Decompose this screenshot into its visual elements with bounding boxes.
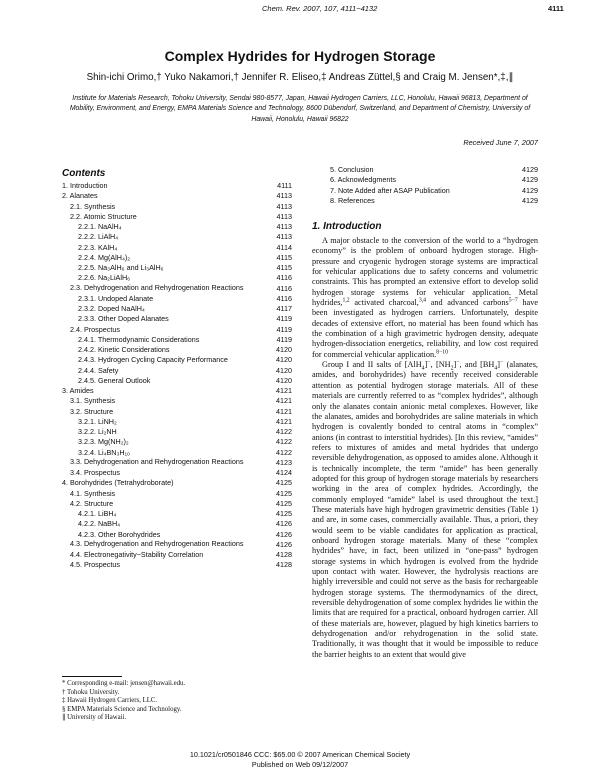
toc-entry [62, 396, 292, 406]
toc-entry-label: 4.2.2. NaBH₄ [78, 519, 121, 529]
toc-entry-label: 2.3. Dehydrogenation and Rehydrogenation Reactions [70, 282, 244, 292]
toc-entry-label: 2.2.6. Na₂LiAlH₆ [78, 273, 131, 283]
toc-entry-page: 4122 [276, 447, 292, 457]
toc-entry [326, 165, 538, 175]
toc-entry-label: 3.3. Dehydrogenation and Rehydrogenation Reactions [70, 456, 244, 466]
received-date: Received June 7, 2007 [463, 138, 538, 147]
toc-entry-page: 4115 [276, 252, 292, 262]
toc-entry-page: 4113 [276, 191, 292, 201]
toc-entry-page: 4125 [276, 488, 292, 498]
toc-entry-label: 2.2.4. Mg(AlH₄)₂ [78, 252, 131, 262]
toc-entry-label: 2.2.3. KAlH₄ [78, 242, 118, 252]
toc-entry [62, 345, 292, 355]
toc-entry-label: 7. Note Added after ASAP Publication [330, 185, 450, 195]
toc-entry [62, 489, 292, 499]
toc-entry [62, 386, 292, 396]
toc-entry-label: 2.2.5. Na₃AlH₆ and Li₃AlH₆ [78, 263, 164, 272]
toc-entry-label: 2.4.5. General Outlook [78, 375, 151, 385]
toc-entry [62, 314, 292, 324]
toc-entry [62, 335, 292, 345]
toc-entry-label: 4.2. Structure [70, 498, 114, 508]
toc-entry [62, 191, 292, 201]
toc-entry-page: 4120 [276, 345, 292, 354]
toc-entry-label: 4.2.3. Other Borohydrides [78, 529, 161, 539]
author-list: Shin-ichi Orimo,† Yuko Nakamori,† Jennifer R. Eliseo,‡ Andreas Züttel,§ and Craig M. Jensen*,‡,∥ [86, 72, 514, 83]
toc-entry-page: 4119 [276, 334, 292, 344]
toc-entry [62, 294, 292, 304]
toc-entry-label: 3.2.3. Mg(NH₂)₂ [78, 437, 129, 447]
toc-entry-label: 3.4. Prospectus [70, 468, 120, 477]
toc-entry-label: 4. Borohydrides (Tetrahydroborate) [62, 478, 174, 488]
toc-entry-label: 3.2.2. Li₂NH [78, 427, 117, 436]
toc-entry [62, 181, 292, 191]
toc-entry [62, 253, 292, 263]
toc-entry-page: 4126 [276, 539, 292, 549]
toc-entry-page: 4113 [276, 211, 292, 221]
toc-entry [62, 540, 292, 550]
footnote: § EMPA Materials Science and Technology. [62, 705, 182, 713]
toc-entry-label: 2.4.3. Hydrogen Cycling Capacity Performance [78, 355, 228, 365]
toc-entry-label: 6. Acknowledgments [330, 175, 396, 185]
toc-entry [326, 175, 538, 185]
toc-entry [62, 284, 292, 294]
doi-copyright: 10.1021/cr0501846 CCC: $65.00 © 2007 American Chemical Society [189, 750, 411, 759]
introduction-heading: 1. Introduction [312, 221, 382, 232]
toc-entry [62, 202, 292, 212]
toc-entry-label: 2.3.2. Doped NaAlH₄ [78, 304, 145, 313]
contents-heading: Contents [62, 168, 106, 179]
toc-entry [62, 222, 292, 232]
toc-entry-page: 4113 [276, 222, 292, 231]
footnotes [62, 680, 292, 723]
toc-entry-page: 4115 [276, 263, 292, 272]
toc-entry [62, 437, 292, 447]
toc-entry-label: 5. Conclusion [330, 165, 374, 174]
toc-entry-page: 4128 [276, 550, 292, 559]
toc-entry-page: 4129 [522, 175, 538, 185]
toc-entry-label: 4.4. Electronegativity−Stability Correlation [70, 550, 204, 559]
toc-entry-label: 3. Amides [62, 386, 94, 395]
toc-entry [326, 186, 538, 196]
toc-entry-page: 4126 [276, 519, 292, 529]
toc-entry [62, 232, 292, 242]
toc-entry-page: 4113 [276, 232, 292, 242]
toc-entry [62, 550, 292, 560]
toc-entry-page: 4128 [276, 560, 292, 570]
toc-entry-page: 4122 [276, 427, 292, 436]
toc-entry [62, 212, 292, 222]
footnote: * Corresponding e-mail: jensen@hawaii.edu. [62, 680, 186, 687]
toc-entry-page: 4123 [276, 457, 292, 467]
footnote: ‡ Hawaii Hydrogen Carriers, LLC. [62, 697, 158, 705]
toc-entry-page: 4111 [277, 181, 292, 190]
toc-entry-page: 4121 [276, 406, 292, 416]
toc-entry-page: 4121 [276, 396, 292, 406]
toc-entry [62, 355, 292, 365]
toc-entry-page: 4113 [276, 201, 292, 211]
toc-entry [62, 325, 292, 335]
page-footer [0, 750, 600, 770]
toc-entry [62, 376, 292, 386]
toc-entry-page: 4129 [522, 165, 538, 174]
toc-entry-page: 4121 [276, 386, 292, 395]
toc-entry-label: 2.2.1. NaAlH₄ [78, 222, 122, 231]
toc-entry-page: 4129 [522, 185, 538, 195]
toc-entry [62, 519, 292, 529]
toc-entry-label: 2.4. Prospectus [70, 324, 120, 334]
toc-entry-page: 4125 [276, 478, 292, 488]
toc-entry-page: 4119 [276, 314, 292, 324]
toc-entry-label: 4.2.1. LiBH₄ [78, 509, 117, 518]
table-of-contents-continued [326, 165, 538, 206]
toc-entry-label: 2.4.4. Safety [78, 365, 119, 375]
toc-entry [62, 427, 292, 437]
toc-entry-label: 8. References [330, 195, 375, 205]
article-title: Complex Hydrides for Hydrogen Storage [164, 48, 436, 64]
toc-entry-label: 2.2. Atomic Structure [70, 211, 137, 221]
toc-entry [62, 263, 292, 273]
toc-entry-page: 4129 [522, 195, 538, 205]
toc-entry-page: 4116 [276, 273, 292, 283]
toc-entry-label: 4.3. Dehydrogenation and Rehydrogenation Reactions [70, 538, 244, 548]
toc-entry-page: 4114 [276, 242, 292, 252]
affiliations: Institute for Materials Research, Tohoku University, Sendai 980-8577, Japan, Hawaii Hydrogen Carriers, LLC, Honolulu, Hawaii 96813, Department of Mobility, Environment, and Energy, EMPA Materials Science and Technology, 8600 Dübendorf, Switzerland, and Department of Chemistry, University of Hawaii, Honolulu, Hawaii 96822 [69, 95, 531, 123]
toc-entry-page: 4122 [276, 437, 292, 447]
toc-entry-page: 4119 [276, 324, 292, 334]
toc-entry-label: 2.3.1. Undoped Alanate [78, 293, 154, 303]
toc-entry [62, 509, 292, 519]
toc-entry [62, 273, 292, 283]
toc-entry-page: 4116 [276, 293, 292, 303]
toc-entry-page: 4120 [276, 375, 292, 385]
toc-entry-label: 4.5. Prospectus [70, 560, 120, 570]
toc-entry-page: 4121 [276, 416, 292, 426]
toc-entry-label: 2.2.2. LiAlH₄ [78, 232, 119, 242]
footnote-divider [62, 676, 122, 677]
toc-entry-label: 2.3.3. Other Doped Alanates [78, 314, 169, 324]
toc-entry-label: 3.2.4. Li₄BN₃H₁₀ [78, 447, 131, 457]
toc-entry-page: 4120 [276, 365, 292, 375]
intro-paragraph: A major obstacle to the conversion of the world to a “hydrogen economy” is the problem of onboard hydrogen storage. High-pressure and cryogenic hydrogen storage systems are impractical for vehicular applications due to safety concerns and volumetric constraints. This has prompted an extensive effort to develop solid hydrogen storage systems for vehicular application. Metal hydrides,$^{1,2}$ activated charcoal,$^{3,4}$ and advanced carbons$^{5-7}$ have been investigated as hydrogen carriers. Unfortunately, despite decades of extensive effort, no material has been found which has the combination of a high gravimetric hydrogen density, adequate hydrogen-dissociation energetics, reliability, and low cost required for commercial vehicular application.$^{8-10}$ [312, 236, 539, 359]
toc-entry [62, 304, 292, 314]
toc-entry-label: 3.2. Structure [70, 406, 114, 416]
toc-entry [62, 417, 292, 427]
toc-entry [62, 468, 292, 478]
toc-entry-label: 2.1. Synthesis [70, 201, 116, 211]
toc-entry-label: 1. Introduction [62, 181, 108, 190]
toc-entry [62, 407, 292, 417]
journal-citation: Chem. Rev. 2007, 107, 4111−4132 [262, 4, 378, 13]
introduction-body [312, 236, 538, 660]
toc-entry [62, 243, 292, 253]
toc-entry [62, 560, 292, 570]
toc-entry-page: 4117 [276, 304, 292, 313]
publication-date: Published on Web 09/12/2007 [251, 760, 349, 769]
toc-entry-label: 2. Alanates [62, 191, 98, 201]
page-number: 4111 [548, 4, 564, 13]
toc-entry-page: 4116 [276, 283, 292, 293]
footnote: ∥ University of Hawaii. [62, 714, 127, 722]
intro-paragraph: Group I and II salts of [AlH$_4$]−, $[NH_2]^-$, and $[BH_4]^-$ (alanates, amides, and borohydrides) have recently received considerable attention as potential hydrogen storage materials. All of these materials are currently referred to as “complex hydrides”, although only the alanates contain anionic metal complexes. However, like the alanates, amides and borohydrides are saline materials in which hydrogen is covalently bonded to central atoms in “complex” anions (in contrast to interstitial hydrides). [In this review, “amides” refers to mixtures of amides and metal hydrides that undergo reversible dehydrogenation, as opposed to amides alone. Although it is technically incomplete, the term “amide” has been generally adopted for this group of hydrogen storage materials by researchers working in the area of complex hydrides. Accordingly, the commonly employed “amide” label is used throughout the text.] These materials have high hydrogen gravimetric densities (Table 1) and are, in some cases, commercially available. Thus, a priori, they would seem to be viable candidates for application as practical, onboard hydrogen storage materials. Many of these “complex hydrides” have, in fact, been utilized in “one-pass” hydrogen storage systems in which hydrogen is evolved from the hydride upon contact with water. However, the hydrolysis reactions are highly irreversible and could not serve as the basis for rechargeable hydrogen storage systems. The thermodynamics of the direct, reversible dehydrogenation of some complex hydrides lie within the limits that are required for a practical, onboard hydrogen carrier. All of these materials are, however, plagued by high kinetics barriers to dehydrogenation and/or rehydrogenation in the solid state. Traditionally, it was thought that it would be impossible to reduce the barrier heights to an extent that would give [312, 359, 538, 659]
running-header [0, 4, 600, 18]
toc-entry [62, 458, 292, 468]
footnote: † Tohoku University. [62, 688, 120, 696]
toc-entry-label: 2.4.1. Thermodynamic Considerations [78, 334, 200, 344]
toc-entry-label: 2.4.2. Kinetic Considerations [78, 345, 170, 354]
toc-entry-page: 4125 [276, 498, 292, 508]
table-of-contents [62, 181, 292, 571]
toc-entry [62, 478, 292, 488]
toc-entry-page: 4125 [276, 509, 292, 518]
toc-entry-label: 4.1. Synthesis [70, 488, 116, 498]
toc-entry [62, 499, 292, 509]
toc-entry-page: 4126 [276, 529, 292, 539]
toc-entry [62, 366, 292, 376]
toc-entry-label: 3.2.1. LiNH₂ [78, 416, 117, 426]
toc-entry-page: 4120 [276, 355, 292, 365]
toc-entry [326, 196, 538, 206]
toc-entry-page: 4124 [276, 468, 292, 477]
toc-entry-label: 3.1. Synthesis [70, 396, 116, 406]
